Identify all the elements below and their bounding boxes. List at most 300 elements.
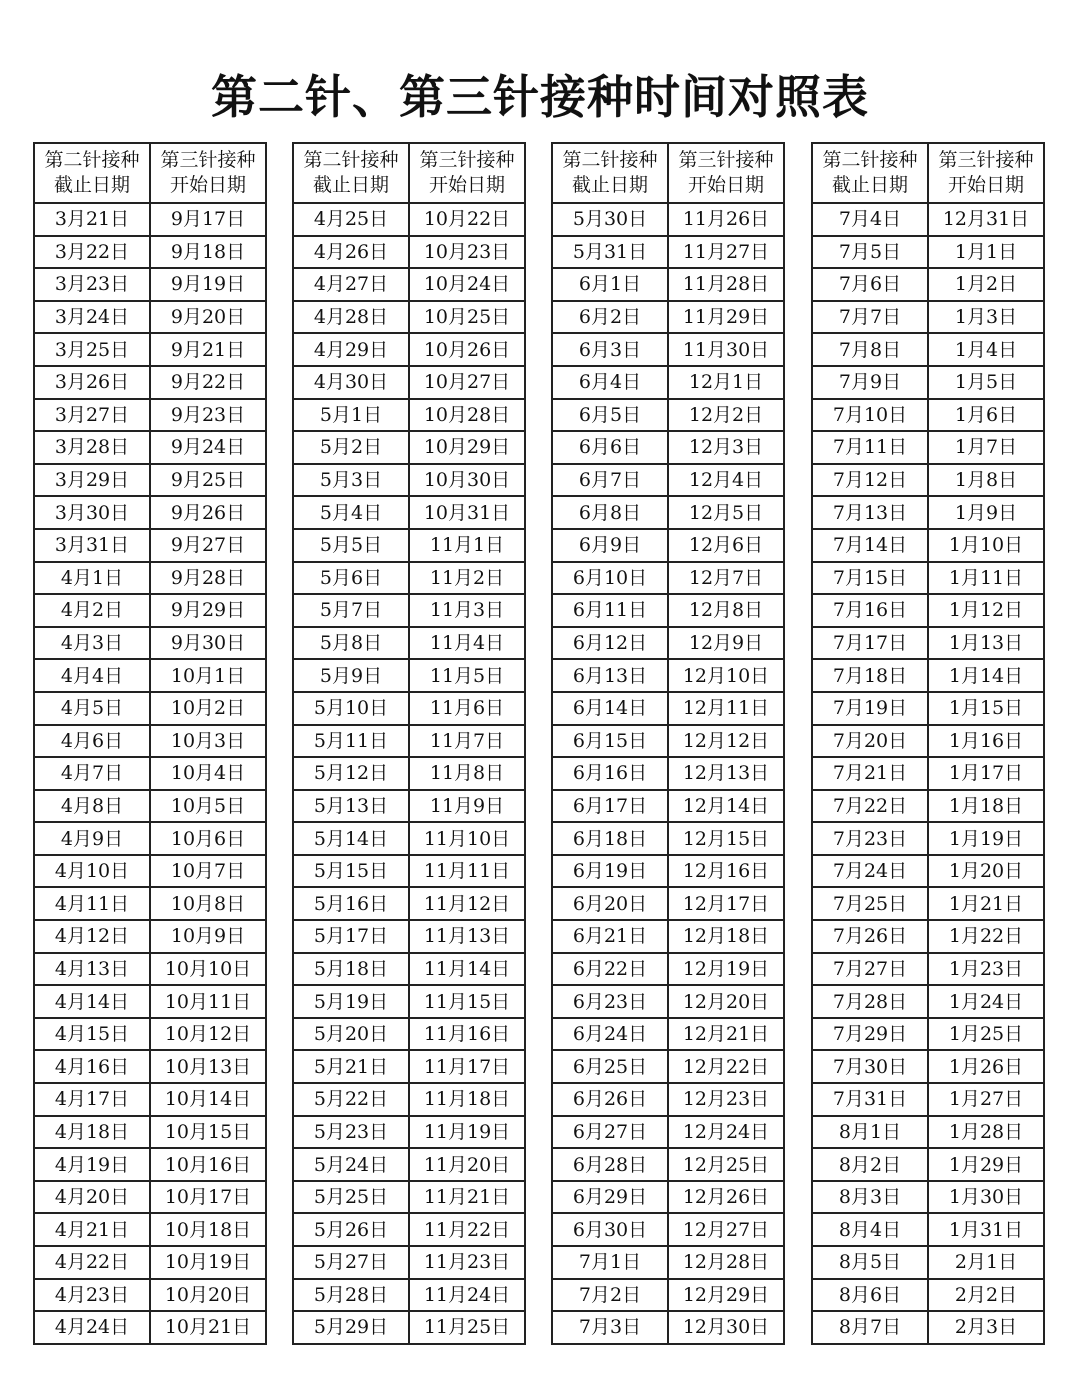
third-dose-start-cell: 12月7日 bbox=[668, 562, 784, 595]
third-dose-start-cell: 10月28日 bbox=[409, 399, 525, 432]
third-dose-start-cell: 10月13日 bbox=[150, 1050, 266, 1083]
third-dose-start-cell: 10月31日 bbox=[409, 496, 525, 529]
table-row bbox=[552, 399, 784, 432]
third-dose-start-cell: 1月20日 bbox=[928, 855, 1044, 888]
second-dose-deadline-cell: 4月17日 bbox=[34, 1083, 150, 1116]
second-dose-deadline-cell: 3月24日 bbox=[34, 301, 150, 334]
table-row bbox=[293, 1311, 525, 1344]
table-row bbox=[552, 301, 784, 334]
third-dose-start-cell: 1月1日 bbox=[928, 236, 1044, 269]
third-dose-start-cell: 12月4日 bbox=[668, 464, 784, 497]
second-dose-deadline-cell: 6月12日 bbox=[552, 627, 668, 660]
third-dose-start-cell: 9月30日 bbox=[150, 627, 266, 660]
second-dose-deadline-cell: 5月30日 bbox=[552, 203, 668, 236]
second-dose-deadline-cell: 8月6日 bbox=[812, 1279, 928, 1312]
third-dose-start-cell: 1月10日 bbox=[928, 529, 1044, 562]
table-row bbox=[552, 562, 784, 595]
second-dose-deadline-cell: 7月29日 bbox=[812, 1018, 928, 1051]
table-row bbox=[293, 1148, 525, 1181]
table-row bbox=[293, 399, 525, 432]
table-row bbox=[34, 985, 266, 1018]
third-dose-start-cell: 1月7日 bbox=[928, 431, 1044, 464]
table-row bbox=[34, 1279, 266, 1312]
table-row bbox=[293, 203, 525, 236]
third-dose-start-cell: 11月15日 bbox=[409, 985, 525, 1018]
third-dose-start-cell: 12月13日 bbox=[668, 757, 784, 790]
second-dose-deadline-cell: 7月7日 bbox=[812, 301, 928, 334]
table-row bbox=[34, 725, 266, 758]
table-row bbox=[34, 268, 266, 301]
second-dose-deadline-cell: 3月23日 bbox=[34, 268, 150, 301]
third-dose-start-cell: 10月7日 bbox=[150, 855, 266, 888]
third-dose-start-cell: 10月20日 bbox=[150, 1279, 266, 1312]
second-dose-deadline-cell: 4月10日 bbox=[34, 855, 150, 888]
third-dose-start-cell: 11月18日 bbox=[409, 1083, 525, 1116]
second-dose-deadline-cell: 7月19日 bbox=[812, 692, 928, 725]
second-dose-deadline-cell: 7月31日 bbox=[812, 1083, 928, 1116]
second-dose-deadline-cell: 6月8日 bbox=[552, 496, 668, 529]
third-dose-start-cell: 11月21日 bbox=[409, 1181, 525, 1214]
table-row bbox=[552, 366, 784, 399]
second-dose-deadline-cell: 7月3日 bbox=[552, 1311, 668, 1344]
table-row bbox=[552, 887, 784, 920]
second-dose-deadline-cell: 4月16日 bbox=[34, 1050, 150, 1083]
table-row bbox=[812, 985, 1044, 1018]
header-second-dose-deadline: 第二针接种 截止日期 bbox=[293, 143, 409, 203]
second-dose-deadline-cell: 6月14日 bbox=[552, 692, 668, 725]
third-dose-start-cell: 12月2日 bbox=[668, 399, 784, 432]
table-row bbox=[34, 790, 266, 823]
table-row bbox=[552, 268, 784, 301]
third-dose-start-cell: 9月21日 bbox=[150, 333, 266, 366]
second-dose-deadline-cell: 6月5日 bbox=[552, 399, 668, 432]
table-row bbox=[293, 985, 525, 1018]
second-dose-deadline-cell: 8月5日 bbox=[812, 1246, 928, 1279]
table-row bbox=[293, 953, 525, 986]
table-row bbox=[34, 1083, 266, 1116]
table-row bbox=[552, 725, 784, 758]
table-row bbox=[552, 594, 784, 627]
second-dose-deadline-cell: 3月22日 bbox=[34, 236, 150, 269]
header-third-dose-start: 第三针接种 开始日期 bbox=[928, 143, 1044, 203]
second-dose-deadline-cell: 4月8日 bbox=[34, 790, 150, 823]
third-dose-start-cell: 9月19日 bbox=[150, 268, 266, 301]
second-dose-deadline-cell: 6月29日 bbox=[552, 1181, 668, 1214]
second-dose-deadline-cell: 4月28日 bbox=[293, 301, 409, 334]
third-dose-start-cell: 10月5日 bbox=[150, 790, 266, 823]
second-dose-deadline-cell: 7月16日 bbox=[812, 594, 928, 627]
third-dose-start-cell: 2月3日 bbox=[928, 1311, 1044, 1344]
third-dose-start-cell: 11月24日 bbox=[409, 1279, 525, 1312]
table-row bbox=[34, 431, 266, 464]
second-dose-deadline-cell: 7月4日 bbox=[812, 203, 928, 236]
table-row bbox=[34, 659, 266, 692]
third-dose-start-cell: 9月24日 bbox=[150, 431, 266, 464]
table-row bbox=[293, 431, 525, 464]
table-row bbox=[293, 268, 525, 301]
third-dose-start-cell: 12月21日 bbox=[668, 1018, 784, 1051]
second-dose-deadline-cell: 3月26日 bbox=[34, 366, 150, 399]
table-row bbox=[552, 822, 784, 855]
table-row bbox=[293, 529, 525, 562]
second-dose-deadline-cell: 4月15日 bbox=[34, 1018, 150, 1051]
table-row bbox=[34, 627, 266, 660]
third-dose-start-cell: 12月9日 bbox=[668, 627, 784, 660]
third-dose-start-cell: 12月24日 bbox=[668, 1116, 784, 1149]
third-dose-start-cell: 9月17日 bbox=[150, 203, 266, 236]
second-dose-deadline-cell: 6月30日 bbox=[552, 1213, 668, 1246]
third-dose-start-cell: 12月31日 bbox=[928, 203, 1044, 236]
schedule-table-2 bbox=[292, 142, 526, 1345]
second-dose-deadline-cell: 4月2日 bbox=[34, 594, 150, 627]
third-dose-start-cell: 10月24日 bbox=[409, 268, 525, 301]
third-dose-start-cell: 1月13日 bbox=[928, 627, 1044, 660]
second-dose-deadline-cell: 4月20日 bbox=[34, 1181, 150, 1214]
third-dose-start-cell: 10月1日 bbox=[150, 659, 266, 692]
page-title: 第二针、第三针接种时间对照表 bbox=[211, 70, 869, 124]
table-row bbox=[812, 562, 1044, 595]
third-dose-start-cell: 12月15日 bbox=[668, 822, 784, 855]
third-dose-start-cell: 10月17日 bbox=[150, 1181, 266, 1214]
table-row bbox=[293, 366, 525, 399]
table-row bbox=[293, 692, 525, 725]
second-dose-deadline-cell: 5月14日 bbox=[293, 822, 409, 855]
second-dose-deadline-cell: 7月6日 bbox=[812, 268, 928, 301]
table-row bbox=[293, 1181, 525, 1214]
second-dose-deadline-cell: 5月27日 bbox=[293, 1246, 409, 1279]
second-dose-deadline-cell: 6月25日 bbox=[552, 1050, 668, 1083]
table-row bbox=[812, 464, 1044, 497]
third-dose-start-cell: 10月16日 bbox=[150, 1148, 266, 1181]
third-dose-start-cell: 11月20日 bbox=[409, 1148, 525, 1181]
second-dose-deadline-cell: 7月10日 bbox=[812, 399, 928, 432]
schedule-table-1 bbox=[33, 142, 267, 1345]
second-dose-deadline-cell: 7月13日 bbox=[812, 496, 928, 529]
table-row bbox=[34, 399, 266, 432]
table-row bbox=[293, 236, 525, 269]
second-dose-deadline-cell: 4月6日 bbox=[34, 725, 150, 758]
table-row bbox=[812, 1311, 1044, 1344]
table-row bbox=[812, 203, 1044, 236]
header-third-dose-start: 第三针接种 开始日期 bbox=[668, 143, 784, 203]
second-dose-deadline-cell: 7月22日 bbox=[812, 790, 928, 823]
second-dose-deadline-cell: 8月4日 bbox=[812, 1213, 928, 1246]
third-dose-start-cell: 10月22日 bbox=[409, 203, 525, 236]
second-dose-deadline-cell: 6月2日 bbox=[552, 301, 668, 334]
third-dose-start-cell: 12月6日 bbox=[668, 529, 784, 562]
table-row bbox=[812, 953, 1044, 986]
table-row bbox=[812, 236, 1044, 269]
table-row bbox=[293, 627, 525, 660]
table-row bbox=[812, 920, 1044, 953]
table-row bbox=[812, 1279, 1044, 1312]
table-row bbox=[293, 1213, 525, 1246]
third-dose-start-cell: 11月11日 bbox=[409, 855, 525, 888]
second-dose-deadline-cell: 6月16日 bbox=[552, 757, 668, 790]
third-dose-start-cell: 11月30日 bbox=[668, 333, 784, 366]
table-row bbox=[812, 431, 1044, 464]
second-dose-deadline-cell: 4月14日 bbox=[34, 985, 150, 1018]
third-dose-start-cell: 11月3日 bbox=[409, 594, 525, 627]
second-dose-deadline-cell: 7月27日 bbox=[812, 953, 928, 986]
second-dose-deadline-cell: 4月27日 bbox=[293, 268, 409, 301]
second-dose-deadline-cell: 5月11日 bbox=[293, 725, 409, 758]
table-row bbox=[812, 301, 1044, 334]
table-row bbox=[552, 1148, 784, 1181]
table-row bbox=[812, 399, 1044, 432]
third-dose-start-cell: 1月27日 bbox=[928, 1083, 1044, 1116]
third-dose-start-cell: 9月26日 bbox=[150, 496, 266, 529]
table-row bbox=[34, 822, 266, 855]
third-dose-start-cell: 1月12日 bbox=[928, 594, 1044, 627]
second-dose-deadline-cell: 5月21日 bbox=[293, 1050, 409, 1083]
table-row bbox=[34, 757, 266, 790]
second-dose-deadline-cell: 6月27日 bbox=[552, 1116, 668, 1149]
second-dose-deadline-cell: 6月28日 bbox=[552, 1148, 668, 1181]
third-dose-start-cell: 10月23日 bbox=[409, 236, 525, 269]
table-row bbox=[293, 333, 525, 366]
third-dose-start-cell: 11月23日 bbox=[409, 1246, 525, 1279]
table-row bbox=[812, 333, 1044, 366]
table-row bbox=[293, 790, 525, 823]
second-dose-deadline-cell: 5月18日 bbox=[293, 953, 409, 986]
table-row bbox=[34, 562, 266, 595]
second-dose-deadline-cell: 7月17日 bbox=[812, 627, 928, 660]
third-dose-start-cell: 9月29日 bbox=[150, 594, 266, 627]
third-dose-start-cell: 2月2日 bbox=[928, 1279, 1044, 1312]
table-row bbox=[34, 529, 266, 562]
second-dose-deadline-cell: 7月21日 bbox=[812, 757, 928, 790]
table-row bbox=[34, 1018, 266, 1051]
third-dose-start-cell: 9月23日 bbox=[150, 399, 266, 432]
second-dose-deadline-cell: 8月3日 bbox=[812, 1181, 928, 1214]
third-dose-start-cell: 11月7日 bbox=[409, 725, 525, 758]
third-dose-start-cell: 1月5日 bbox=[928, 366, 1044, 399]
second-dose-deadline-cell: 6月10日 bbox=[552, 562, 668, 595]
second-dose-deadline-cell: 7月15日 bbox=[812, 562, 928, 595]
second-dose-deadline-cell: 5月20日 bbox=[293, 1018, 409, 1051]
table-row bbox=[552, 1246, 784, 1279]
third-dose-start-cell: 11月17日 bbox=[409, 1050, 525, 1083]
third-dose-start-cell: 10月18日 bbox=[150, 1213, 266, 1246]
second-dose-deadline-cell: 5月24日 bbox=[293, 1148, 409, 1181]
third-dose-start-cell: 1月31日 bbox=[928, 1213, 1044, 1246]
second-dose-deadline-cell: 7月2日 bbox=[552, 1279, 668, 1312]
table-row bbox=[34, 692, 266, 725]
third-dose-start-cell: 12月29日 bbox=[668, 1279, 784, 1312]
second-dose-deadline-cell: 3月30日 bbox=[34, 496, 150, 529]
third-dose-start-cell: 1月24日 bbox=[928, 985, 1044, 1018]
second-dose-deadline-cell: 7月18日 bbox=[812, 659, 928, 692]
table-row bbox=[812, 692, 1044, 725]
header-second-dose-deadline: 第二针接种 截止日期 bbox=[552, 143, 668, 203]
second-dose-deadline-cell: 5月23日 bbox=[293, 1116, 409, 1149]
second-dose-deadline-cell: 6月18日 bbox=[552, 822, 668, 855]
second-dose-deadline-cell: 6月15日 bbox=[552, 725, 668, 758]
third-dose-start-cell: 11月26日 bbox=[668, 203, 784, 236]
table-row bbox=[552, 1311, 784, 1344]
table-row bbox=[293, 1083, 525, 1116]
third-dose-start-cell: 10月6日 bbox=[150, 822, 266, 855]
table-row bbox=[552, 855, 784, 888]
second-dose-deadline-cell: 4月26日 bbox=[293, 236, 409, 269]
second-dose-deadline-cell: 5月10日 bbox=[293, 692, 409, 725]
table-row bbox=[552, 1018, 784, 1051]
table-row bbox=[34, 333, 266, 366]
table-row bbox=[34, 1116, 266, 1149]
second-dose-deadline-cell: 6月3日 bbox=[552, 333, 668, 366]
second-dose-deadline-cell: 5月29日 bbox=[293, 1311, 409, 1344]
table-row bbox=[812, 855, 1044, 888]
third-dose-start-cell: 11月5日 bbox=[409, 659, 525, 692]
second-dose-deadline-cell: 4月9日 bbox=[34, 822, 150, 855]
header-second-dose-deadline: 第二针接种 截止日期 bbox=[812, 143, 928, 203]
third-dose-start-cell: 10月9日 bbox=[150, 920, 266, 953]
third-dose-start-cell: 1月16日 bbox=[928, 725, 1044, 758]
third-dose-start-cell: 1月9日 bbox=[928, 496, 1044, 529]
second-dose-deadline-cell: 4月7日 bbox=[34, 757, 150, 790]
second-dose-deadline-cell: 5月7日 bbox=[293, 594, 409, 627]
header-third-dose-start: 第三针接种 开始日期 bbox=[409, 143, 525, 203]
schedule-table-3 bbox=[551, 142, 785, 1345]
third-dose-start-cell: 12月16日 bbox=[668, 855, 784, 888]
third-dose-start-cell: 11月27日 bbox=[668, 236, 784, 269]
second-dose-deadline-cell: 5月8日 bbox=[293, 627, 409, 660]
table-row bbox=[552, 953, 784, 986]
third-dose-start-cell: 12月23日 bbox=[668, 1083, 784, 1116]
third-dose-start-cell: 1月6日 bbox=[928, 399, 1044, 432]
second-dose-deadline-cell: 4月21日 bbox=[34, 1213, 150, 1246]
table-row bbox=[34, 1148, 266, 1181]
second-dose-deadline-cell: 5月31日 bbox=[552, 236, 668, 269]
second-dose-deadline-cell: 6月22日 bbox=[552, 953, 668, 986]
table-row bbox=[293, 887, 525, 920]
second-dose-deadline-cell: 5月15日 bbox=[293, 855, 409, 888]
table-row bbox=[552, 790, 784, 823]
third-dose-start-cell: 10月3日 bbox=[150, 725, 266, 758]
second-dose-deadline-cell: 6月7日 bbox=[552, 464, 668, 497]
table-row bbox=[812, 1050, 1044, 1083]
table-row bbox=[812, 887, 1044, 920]
second-dose-deadline-cell: 5月4日 bbox=[293, 496, 409, 529]
third-dose-start-cell: 10月2日 bbox=[150, 692, 266, 725]
third-dose-start-cell: 10月10日 bbox=[150, 953, 266, 986]
third-dose-start-cell: 10月26日 bbox=[409, 333, 525, 366]
third-dose-start-cell: 10月11日 bbox=[150, 985, 266, 1018]
table-row bbox=[812, 627, 1044, 660]
table-row bbox=[552, 1181, 784, 1214]
second-dose-deadline-cell: 4月5日 bbox=[34, 692, 150, 725]
third-dose-start-cell: 1月8日 bbox=[928, 464, 1044, 497]
table-row bbox=[34, 236, 266, 269]
table-row bbox=[812, 366, 1044, 399]
table-row bbox=[34, 953, 266, 986]
table-row bbox=[34, 1181, 266, 1214]
second-dose-deadline-cell: 3月28日 bbox=[34, 431, 150, 464]
third-dose-start-cell: 1月26日 bbox=[928, 1050, 1044, 1083]
second-dose-deadline-cell: 5月13日 bbox=[293, 790, 409, 823]
third-dose-start-cell: 11月12日 bbox=[409, 887, 525, 920]
second-dose-deadline-cell: 6月6日 bbox=[552, 431, 668, 464]
second-dose-deadline-cell: 4月18日 bbox=[34, 1116, 150, 1149]
table-row bbox=[552, 757, 784, 790]
second-dose-deadline-cell: 7月12日 bbox=[812, 464, 928, 497]
third-dose-start-cell: 11月9日 bbox=[409, 790, 525, 823]
third-dose-start-cell: 1月2日 bbox=[928, 268, 1044, 301]
third-dose-start-cell: 12月17日 bbox=[668, 887, 784, 920]
third-dose-start-cell: 9月22日 bbox=[150, 366, 266, 399]
third-dose-start-cell: 11月1日 bbox=[409, 529, 525, 562]
table-row bbox=[812, 1083, 1044, 1116]
second-dose-deadline-cell: 3月29日 bbox=[34, 464, 150, 497]
table-row bbox=[552, 464, 784, 497]
third-dose-start-cell: 11月8日 bbox=[409, 757, 525, 790]
second-dose-deadline-cell: 5月3日 bbox=[293, 464, 409, 497]
table-row bbox=[293, 464, 525, 497]
table-row bbox=[293, 1018, 525, 1051]
third-dose-start-cell: 12月11日 bbox=[668, 692, 784, 725]
third-dose-start-cell: 12月30日 bbox=[668, 1311, 784, 1344]
schedule-table-4 bbox=[811, 142, 1045, 1345]
second-dose-deadline-cell: 5月25日 bbox=[293, 1181, 409, 1214]
table-row bbox=[34, 855, 266, 888]
third-dose-start-cell: 1月29日 bbox=[928, 1148, 1044, 1181]
third-dose-start-cell: 10月25日 bbox=[409, 301, 525, 334]
second-dose-deadline-cell: 4月12日 bbox=[34, 920, 150, 953]
table-row bbox=[812, 496, 1044, 529]
second-dose-deadline-cell: 3月21日 bbox=[34, 203, 150, 236]
second-dose-deadline-cell: 6月21日 bbox=[552, 920, 668, 953]
third-dose-start-cell: 1月11日 bbox=[928, 562, 1044, 595]
third-dose-start-cell: 12月26日 bbox=[668, 1181, 784, 1214]
second-dose-deadline-cell: 4月30日 bbox=[293, 366, 409, 399]
table-row bbox=[812, 1148, 1044, 1181]
third-dose-start-cell: 1月4日 bbox=[928, 333, 1044, 366]
third-dose-start-cell: 9月28日 bbox=[150, 562, 266, 595]
table-row bbox=[552, 529, 784, 562]
second-dose-deadline-cell: 7月23日 bbox=[812, 822, 928, 855]
second-dose-deadline-cell: 5月19日 bbox=[293, 985, 409, 1018]
table-row bbox=[552, 627, 784, 660]
second-dose-deadline-cell: 4月23日 bbox=[34, 1279, 150, 1312]
third-dose-start-cell: 9月27日 bbox=[150, 529, 266, 562]
table-row bbox=[293, 594, 525, 627]
third-dose-start-cell: 11月28日 bbox=[668, 268, 784, 301]
table-row bbox=[34, 920, 266, 953]
table-row bbox=[293, 1116, 525, 1149]
table-row bbox=[552, 203, 784, 236]
table-row bbox=[812, 1181, 1044, 1214]
table-row bbox=[812, 1213, 1044, 1246]
table-row bbox=[812, 757, 1044, 790]
third-dose-start-cell: 12月14日 bbox=[668, 790, 784, 823]
third-dose-start-cell: 1月19日 bbox=[928, 822, 1044, 855]
third-dose-start-cell: 11月14日 bbox=[409, 953, 525, 986]
third-dose-start-cell: 1月30日 bbox=[928, 1181, 1044, 1214]
table-row bbox=[293, 496, 525, 529]
table-row bbox=[34, 496, 266, 529]
third-dose-start-cell: 11月2日 bbox=[409, 562, 525, 595]
third-dose-start-cell: 11月29日 bbox=[668, 301, 784, 334]
table-row bbox=[34, 594, 266, 627]
second-dose-deadline-cell: 5月26日 bbox=[293, 1213, 409, 1246]
third-dose-start-cell: 12月18日 bbox=[668, 920, 784, 953]
third-dose-start-cell: 9月25日 bbox=[150, 464, 266, 497]
table-row bbox=[34, 1213, 266, 1246]
third-dose-start-cell: 1月23日 bbox=[928, 953, 1044, 986]
second-dose-deadline-cell: 6月23日 bbox=[552, 985, 668, 1018]
table-row bbox=[293, 822, 525, 855]
